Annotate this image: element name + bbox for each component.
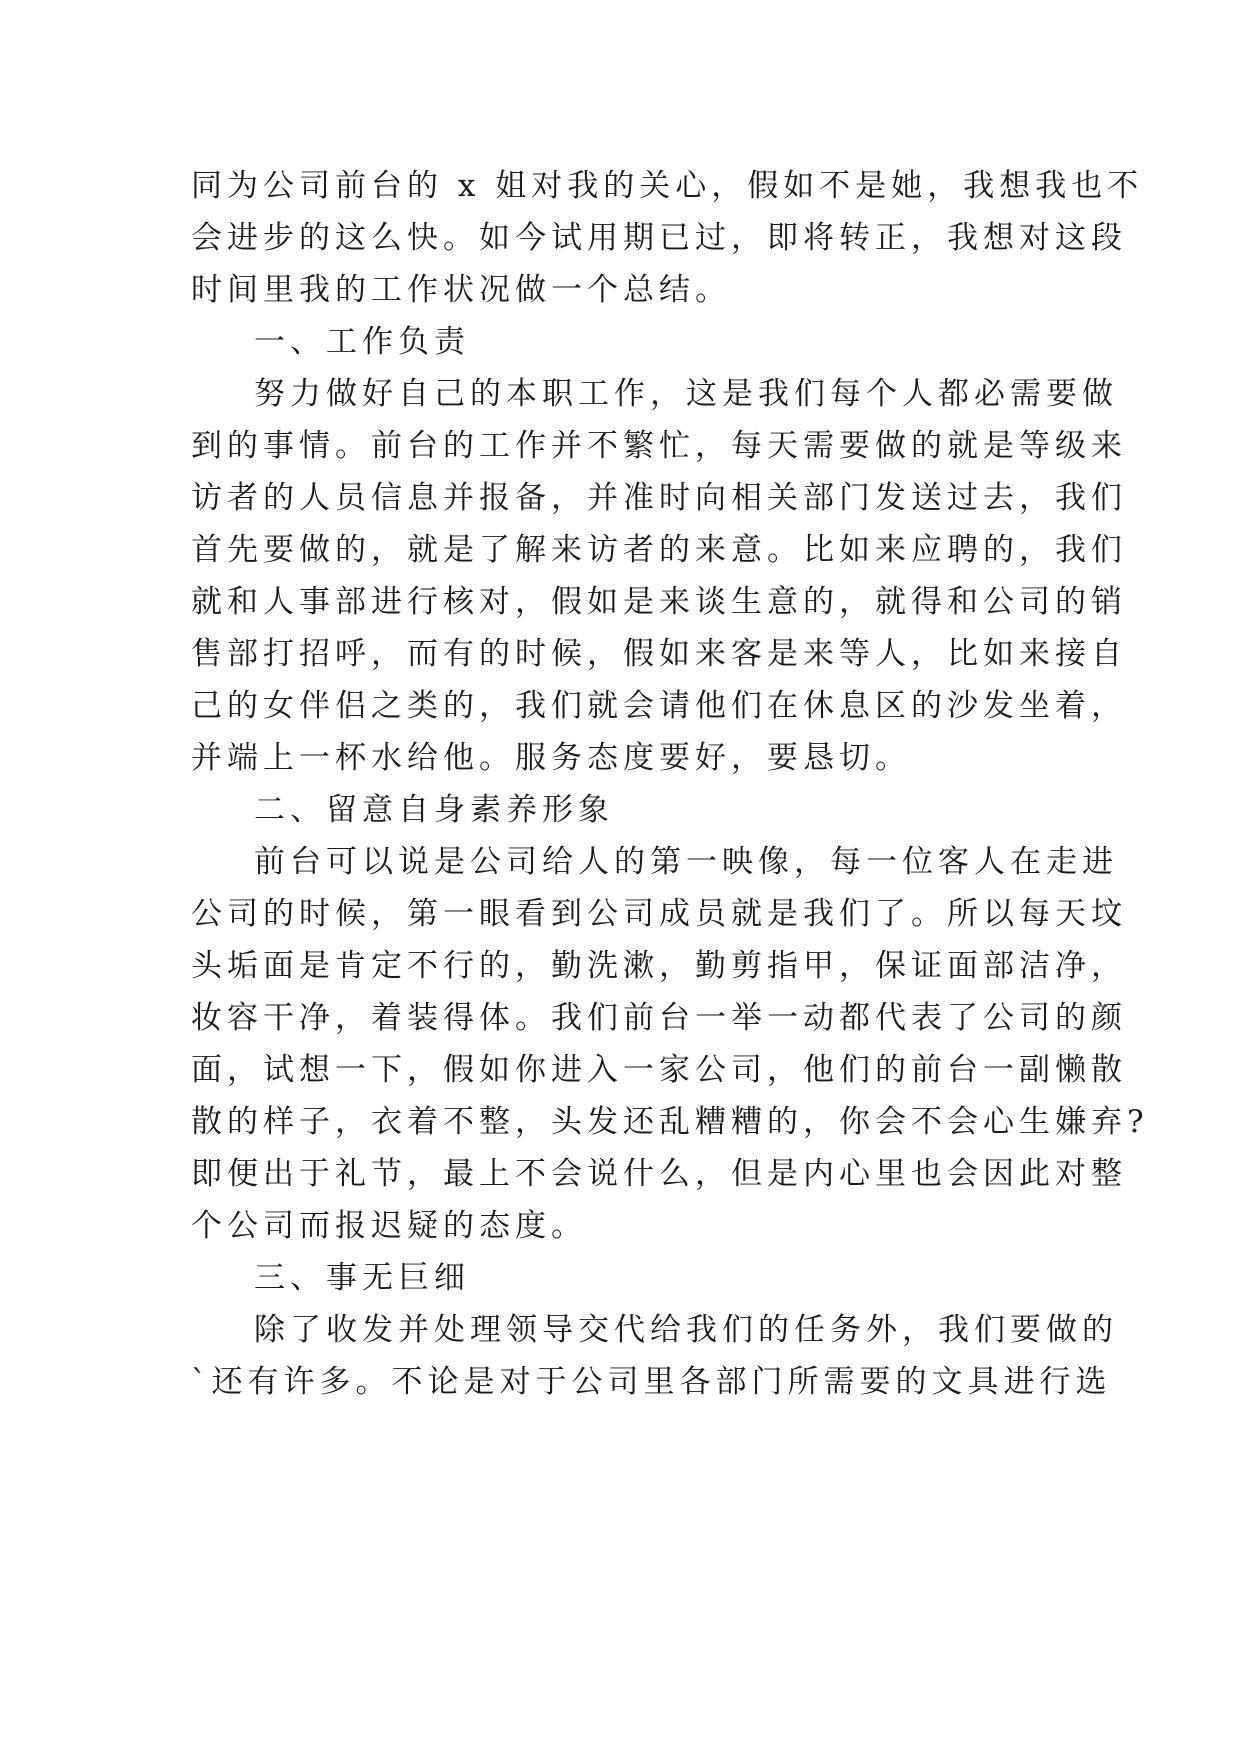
text-line: 并端上一杯水给他。服务态度要好，要恳切。 bbox=[191, 740, 911, 776]
text-line: `还有许多。不论是对于公司里各部门所需要的文具进行选 bbox=[191, 1364, 1112, 1400]
text-line: 己的女伴侣之类的，我们就会请他们在休息区的沙发坐着， bbox=[191, 688, 1127, 724]
text-line: 即便出于礼节，最上不会说什么，但是内心里也会因此对整 bbox=[191, 1156, 1127, 1192]
document-body bbox=[191, 160, 1149, 1408]
section-heading-1: 一、工作负责 bbox=[254, 324, 470, 360]
text-line: 访者的人员信息并报备，并准时向相关部门发送过去，我们 bbox=[191, 480, 1127, 516]
text-line: 会进步的这么快。如今试用期已过，即将转正，我想对这段 bbox=[191, 220, 1127, 256]
section-heading-2: 二、留意自身素养形象 bbox=[254, 792, 614, 828]
text-line: 头垢面是肯定不行的，勤洗漱，勤剪指甲，保证面部洁净， bbox=[191, 948, 1127, 984]
text-line: 妆容干净，着装得体。我们前台一举一动都代表了公司的颜 bbox=[191, 1000, 1127, 1036]
text-line: 到的事情。前台的工作并不繁忙，每天需要做的就是等级来 bbox=[191, 428, 1127, 464]
section-heading-3: 三、事无巨细 bbox=[254, 1260, 470, 1296]
text-line: 除了收发并处理领导交代给我们的任务外，我们要做的 bbox=[254, 1312, 1118, 1348]
text-line: 时间里我的工作状况做一个总结。 bbox=[191, 272, 731, 308]
text-line: 面，试想一下，假如你进入一家公司，他们的前台一副懒散 bbox=[191, 1052, 1127, 1088]
text-line: 散的样子，衣着不整，头发还乱糟糟的，你会不会心生嫌弃? bbox=[191, 1104, 1149, 1140]
text-line: 公司的时候，第一眼看到公司成员就是我们了。所以每天坟 bbox=[191, 896, 1127, 932]
text-line: 就和人事部进行核对，假如是来谈生意的，就得和公司的销 bbox=[191, 584, 1127, 620]
text-line: 同为公司前台的 x 姐对我的关心，假如不是她，我想我也不 bbox=[191, 168, 1144, 204]
text-line: 前台可以说是公司给人的第一映像，每一位客人在走进 bbox=[254, 844, 1118, 880]
text-line: 努力做好自己的本职工作，这是我们每个人都必需要做 bbox=[254, 376, 1118, 412]
text-line: 首先要做的，就是了解来访者的来意。比如来应聘的，我们 bbox=[191, 532, 1127, 568]
text-line: 个公司而报迟疑的态度。 bbox=[191, 1208, 587, 1244]
text-line: 售部打招呼，而有的时候，假如来客是来等人，比如来接自 bbox=[191, 636, 1127, 672]
